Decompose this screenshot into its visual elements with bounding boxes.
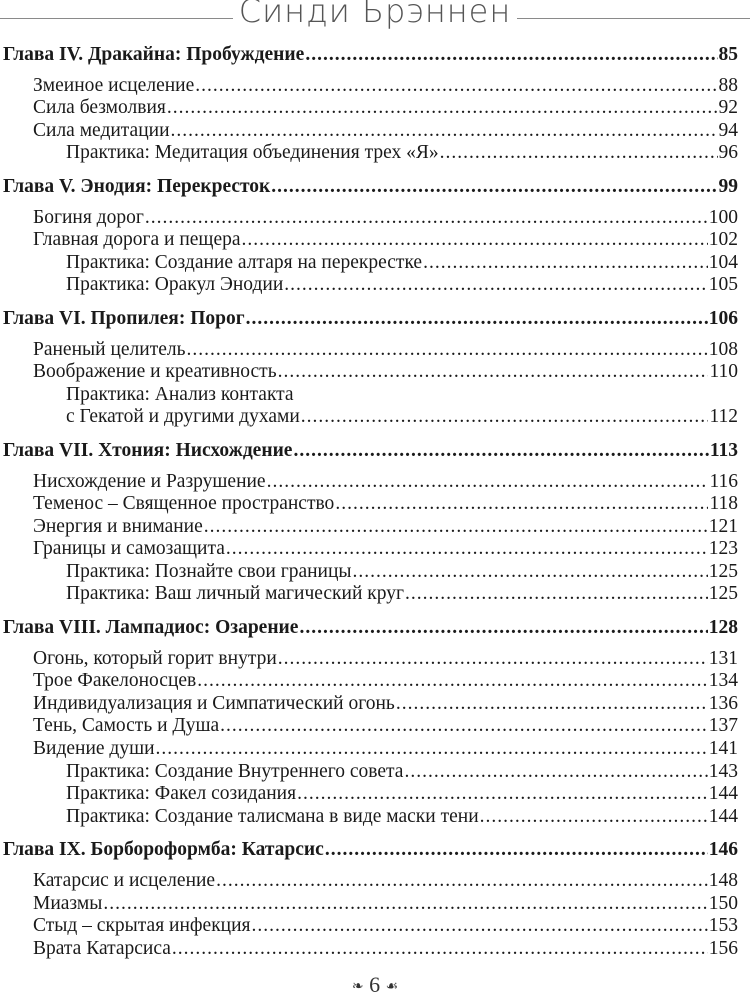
toc-entry-page: 121 <box>708 515 738 537</box>
toc-entry-title: Сила медитации <box>33 119 170 141</box>
toc-entry-title: Энергия и внимание <box>33 515 203 537</box>
dot-leader <box>405 583 708 606</box>
toc-entry-page: 104 <box>708 251 738 273</box>
toc-entry-title: Глава VII. Хтония: Нисхождение <box>3 439 293 461</box>
toc-entry[interactable] <box>0 97 738 120</box>
toc-chapter[interactable] <box>0 176 738 199</box>
dot-leader <box>404 761 707 784</box>
toc-entry[interactable] <box>0 870 738 893</box>
toc-entry-page: 148 <box>708 870 738 891</box>
toc-chapter[interactable] <box>0 44 738 67</box>
toc-entry-title: Практика: Оракул Энодии <box>66 274 284 296</box>
toc-entry-title: Богиня дорог <box>33 206 144 228</box>
toc-entry-page: 128 <box>708 617 738 639</box>
toc-chapter[interactable] <box>0 839 738 862</box>
dot-leader <box>220 715 708 738</box>
dot-leader <box>305 44 717 67</box>
toc-entry-title: Главная дорога и пещера <box>33 229 241 251</box>
toc-entry-page: 85 <box>718 44 738 65</box>
toc-entry-title: Катарсис и исцеление <box>33 870 216 891</box>
toc-entry[interactable] <box>0 274 738 297</box>
toc-entry-page: 136 <box>708 692 738 714</box>
dot-leader <box>204 516 708 539</box>
toc-entry[interactable] <box>0 471 738 494</box>
toc-entry[interactable] <box>0 142 738 165</box>
toc-entry-title: Практика: Анализ контакта <box>66 383 294 405</box>
dot-leader <box>216 870 708 893</box>
toc-entry-page: 150 <box>708 892 738 914</box>
toc-entry[interactable] <box>0 384 738 407</box>
toc-entry-title: Миазмы <box>33 892 103 914</box>
table-of-contents <box>0 44 738 960</box>
toc-entry[interactable] <box>0 938 738 961</box>
toc-entry-title: Видение души <box>33 738 155 760</box>
toc-entry-page: 108 <box>708 338 738 360</box>
toc-entry-page: 125 <box>708 560 738 582</box>
toc-entry-page: 102 <box>708 229 738 251</box>
toc-entry-page: 125 <box>708 583 738 605</box>
toc-entry[interactable] <box>0 516 738 539</box>
dot-leader <box>145 207 708 230</box>
toc-entry-title: Теменос – Священное пространство <box>33 493 335 515</box>
dot-leader <box>396 693 708 716</box>
toc-entry[interactable] <box>0 783 738 806</box>
toc-entry-title: Стыд – скрытая инфекция <box>33 915 251 937</box>
toc-entry-page: 113 <box>709 439 738 461</box>
ornament-right-icon: ☙ <box>385 979 399 995</box>
toc-entry[interactable] <box>0 693 738 716</box>
toc-chapter[interactable] <box>0 308 738 331</box>
toc-entry[interactable] <box>0 361 738 384</box>
toc-entry-page: 110 <box>709 361 738 383</box>
dot-leader <box>226 538 708 561</box>
toc-entry-title: Практика: Создание алтаря на перекрестке <box>66 251 423 273</box>
toc-chapter[interactable] <box>0 617 738 640</box>
toc-entry-page: 105 <box>708 274 738 296</box>
toc-entry-page: 144 <box>708 783 738 805</box>
toc-entry-page: 153 <box>708 915 738 937</box>
toc-entry-continuation[interactable] <box>0 406 738 429</box>
toc-entry[interactable] <box>0 207 738 230</box>
toc-entry-page: 156 <box>708 937 738 959</box>
toc-entry[interactable] <box>0 761 738 784</box>
toc-entry-title: Глава IX. Борбороформба: Катарсис <box>3 839 324 861</box>
toc-entry[interactable] <box>0 893 738 916</box>
toc-entry[interactable] <box>0 738 738 761</box>
toc-entry-page: 131 <box>708 647 738 669</box>
toc-entry-page: 141 <box>708 738 738 760</box>
dot-leader <box>480 806 708 829</box>
ornament-left-icon: ❧ <box>351 979 364 995</box>
dot-leader <box>242 229 708 252</box>
toc-entry-page: 92 <box>718 97 738 119</box>
author-name <box>0 0 750 30</box>
dot-leader <box>353 561 708 584</box>
dot-leader <box>197 670 708 693</box>
toc-entry-title: Практика: Ваш личный магический круг <box>66 583 404 605</box>
toc-entry-title: Врата Катарсиса <box>33 937 171 959</box>
dot-leader <box>156 738 708 761</box>
page-footer <box>0 972 750 998</box>
author-name-text: Синди Брэннен <box>233 0 518 30</box>
toc-entry-title: Практика: Создание талисмана в виде маски тени <box>66 805 479 827</box>
toc-entry[interactable] <box>0 229 738 252</box>
toc-entry[interactable] <box>0 806 738 829</box>
toc-entry[interactable] <box>0 915 738 938</box>
dot-leader <box>172 938 708 961</box>
toc-entry-page: 144 <box>708 805 738 827</box>
toc-entry-page: 118 <box>709 493 738 515</box>
toc-entry-title: Змеиное исцеление <box>33 74 195 96</box>
toc-entry-page: 106 <box>708 307 738 329</box>
toc-entry-title: Глава IV. Дракайна: Пробуждение <box>3 44 305 65</box>
toc-entry-page: 88 <box>718 74 738 96</box>
toc-entry-page: 143 <box>708 760 738 782</box>
dot-leader <box>423 252 708 275</box>
toc-entry-title: с Гекатой и другими духами <box>66 406 300 428</box>
toc-entry-page: 94 <box>718 119 738 141</box>
toc-entry-page: 146 <box>708 839 738 861</box>
toc-entry-title: Границы и самозащита <box>33 538 225 560</box>
toc-entry-page: 100 <box>708 206 738 228</box>
dot-leader <box>278 361 709 384</box>
dot-leader <box>301 406 709 429</box>
dot-leader <box>167 97 718 120</box>
dot-leader <box>271 176 717 199</box>
toc-entry-page: 99 <box>718 175 738 197</box>
toc-entry-title: Практика: Познайте свои границы <box>66 560 352 582</box>
toc-entry-page: 112 <box>709 406 738 428</box>
toc-entry[interactable] <box>0 120 738 143</box>
toc-entry-title: Практика: Медитация объединения трех «Я» <box>66 142 439 164</box>
dot-leader <box>246 308 708 331</box>
dot-leader <box>297 783 708 806</box>
toc-entry[interactable] <box>0 339 738 362</box>
dot-leader <box>299 617 707 640</box>
toc-entry-page: 123 <box>708 538 738 560</box>
toc-entry[interactable] <box>0 252 738 275</box>
toc-entry[interactable] <box>0 538 738 561</box>
toc-entry-title: Практика: Факел созидания <box>66 783 297 805</box>
toc-entry-page: 96 <box>718 142 738 164</box>
toc-entry[interactable] <box>0 670 738 693</box>
dot-leader <box>171 120 718 143</box>
toc-entry-title: Глава V. Энодия: Перекресток <box>3 175 271 197</box>
page-number: 6 <box>369 972 381 997</box>
toc-entry[interactable] <box>0 75 738 98</box>
toc-entry-title: Индивидуализация и Симпатический огонь <box>33 692 395 714</box>
toc-chapter[interactable] <box>0 440 738 463</box>
toc-entry[interactable] <box>0 493 738 516</box>
toc-entry-title: Раненый целитель <box>33 338 186 360</box>
toc-entry-title: Глава VI. Пропилея: Порог <box>3 307 245 329</box>
dot-leader <box>278 648 708 671</box>
dot-leader <box>284 274 707 297</box>
dot-leader <box>293 440 708 463</box>
toc-entry-title: Трое Факелоносцев <box>33 670 197 692</box>
toc-entry[interactable] <box>0 715 738 738</box>
toc-entry-page: 137 <box>708 715 738 737</box>
toc-entry-page: 134 <box>708 670 738 692</box>
toc-entry-page: 116 <box>709 470 738 492</box>
toc-entry-title: Тень, Самость и Душа <box>33 715 220 737</box>
dot-leader <box>187 339 708 362</box>
toc-entry-title: Практика: Создание Внутреннего совета <box>66 760 404 782</box>
toc-entry-title: Сила безмолвия <box>33 97 166 119</box>
dot-leader <box>103 893 707 916</box>
toc-entry[interactable] <box>0 561 738 584</box>
running-header <box>0 0 750 30</box>
toc-entry-title: Нисхождение и Разрушение <box>33 470 266 492</box>
toc-entry[interactable] <box>0 583 738 606</box>
toc-entry[interactable] <box>0 648 738 671</box>
dot-leader <box>440 142 718 165</box>
toc-entry-title: Огонь, который горит внутри <box>33 647 277 669</box>
toc-entry-title: Глава VIII. Лампадиос: Озарение <box>3 617 299 639</box>
dot-leader <box>335 493 708 516</box>
dot-leader <box>195 75 717 98</box>
dot-leader <box>267 471 709 494</box>
toc-entry-title: Воображение и креативность <box>33 361 277 383</box>
dot-leader <box>252 915 708 938</box>
dot-leader <box>325 839 708 862</box>
